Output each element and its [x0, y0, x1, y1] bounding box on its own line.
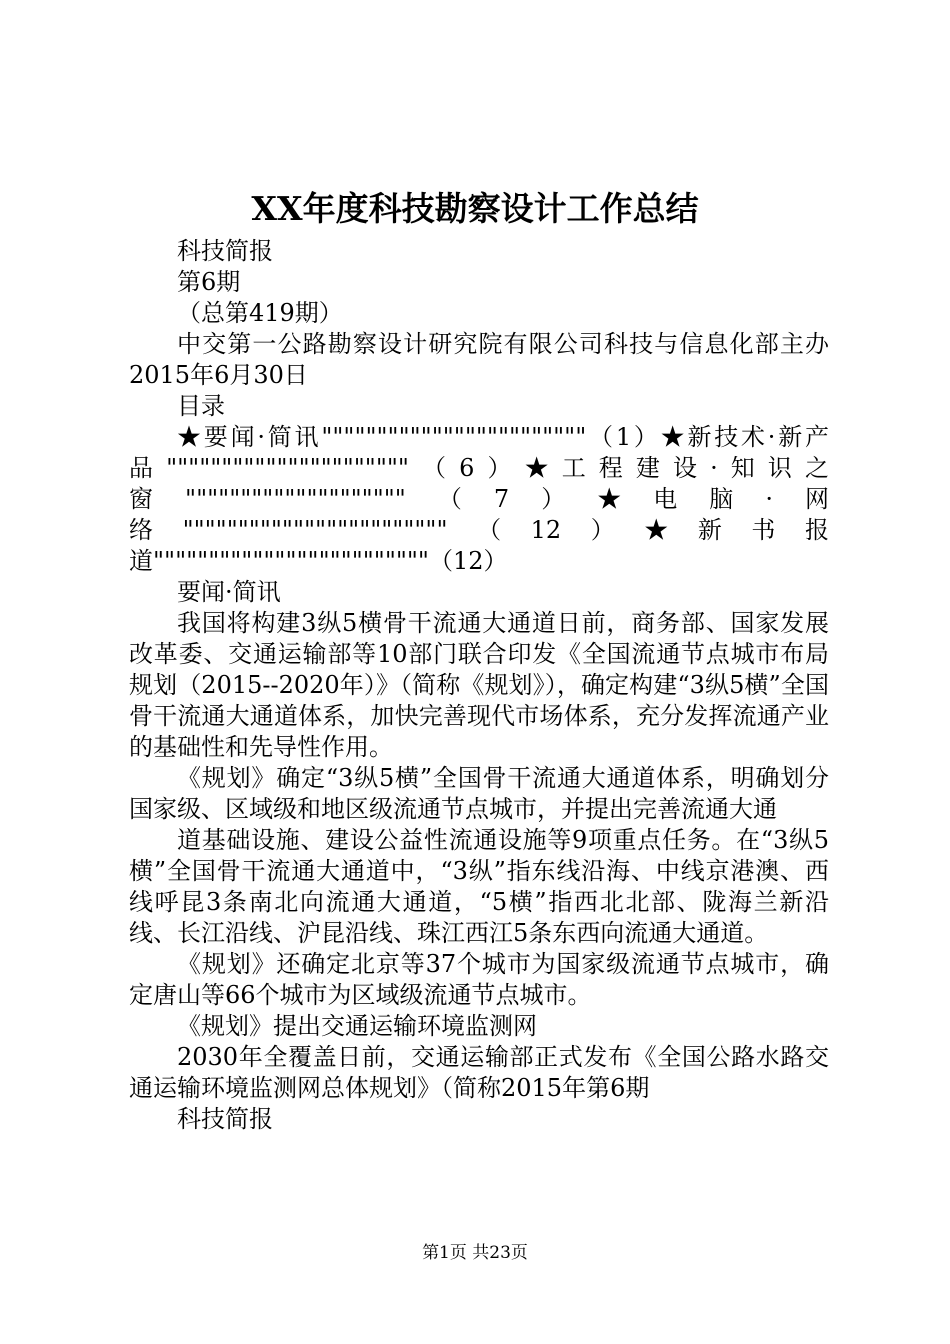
paragraph-toc-last: 道"""""""""""""""""""""""""（12） — [129, 547, 508, 575]
paragraph-body: 2030年全覆盖日前，交通运输部正式发布《全国公路水路交通运输环境监测网总体规划》（简称2015年第6期 — [129, 1043, 829, 1102]
paragraph-body: 《规划》确定“3纵5横”全国骨干流通大通道体系，明确划分国家级、区域级和地区级流通节点城市，并提出完善流通大通 — [129, 764, 829, 823]
page-footer: 第1页 共23页 — [422, 1243, 528, 1263]
paragraph-body: 我国将构建3纵5横骨干流通大通道日前，商务部、国家发展改革委、交通运输部等10部门联合印发《全国流通节点城市布局规划（2015--2020年）》（简称《规划》），确定构建“3纵5横”全国骨干流通大通道体系，加快完善现代市场体系，充分发挥流通产业的基础性和先导性作用。 — [129, 609, 829, 761]
paragraph-toc-heading: 目录 — [177, 392, 225, 420]
paragraph-header-label: 科技简报 — [177, 1105, 273, 1133]
paragraph-total-issue: （总第419期） — [177, 299, 343, 327]
paragraph-toc-entries: ★要闻·简讯""""""""""""""""""""""""（1）★新技术·新产品""""""""""""""""""""""（6）★工程建设·知识之窗""""""""""""""""""""（7）★电脑·网络""""""""""""""""""""""""（12）★新书报 — [129, 423, 829, 544]
paragraph-section-heading: 要闻·简讯 — [177, 578, 281, 606]
document-title: XX年度科技勘察设计工作总结 — [251, 189, 699, 228]
paragraph-header-label: 科技简报 — [177, 237, 273, 265]
paragraph-body: 道基础设施、建设公益性流通设施等9项重点任务。在“3纵5横”全国骨干流通大通道中，“3纵”指东线沿海、中线京港澳、西线呼昆3条南北向流通大通道，“5横”指西北北部、陇海兰新沿线、长江沿线、沪昆沿线、珠江西江5条东西向流通大通道。 — [129, 826, 829, 947]
paragraph-issue-number: 第6期 — [177, 268, 241, 296]
paragraph-body: 《规划》提出交通运输环境监测网 — [177, 1012, 537, 1040]
paragraph-publisher: 中交第一公路勘察设计研究院有限公司科技与信息化部主办2015年6月30日 — [129, 330, 829, 389]
paragraph-body: 《规划》还确定北京等37个城市为国家级流通节点城市，确定唐山等66个城市为区域级流通节点城市。 — [129, 950, 829, 1009]
document-body — [129, 236, 829, 1135]
